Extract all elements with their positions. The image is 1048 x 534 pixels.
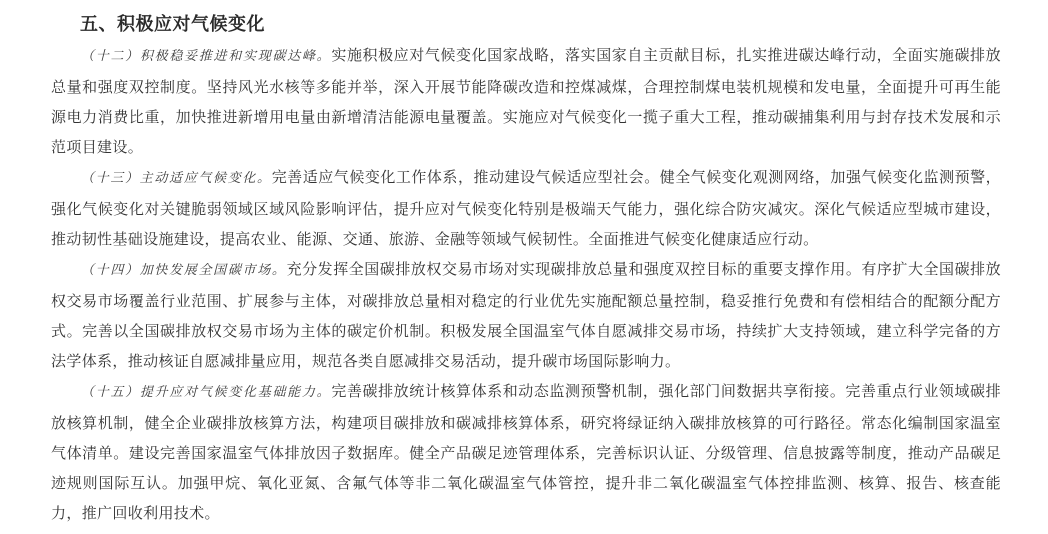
paragraph-13 [51,162,1001,254]
document-body [51,0,1001,528]
paragraph-15 [51,376,1001,528]
paragraph-14 [51,254,1001,376]
paragraph-text: 完善碳排放统计核算体系和动态监测预警机制，强化部门间数据共享衔接。完善重点行业领域碳排放核算机制，健全企业碳排放核算方法，构建项目碳排放和碳减排核算体系，研究将绿证纳入碳排放核算的可行路径。常态化编制国家温室气体清单。建设完善国家温室气体排放因子数据库。健全产品碳足迹管理体系，完善标识认证、分级管理、信息披露等制度，推动产品碳足迹规则国际互认。加强甲烷、氧化亚氮、含氟气体等非二氧化碳温室气体管控，提升非二氧化碳温室气体控排监测、核算、报告、核查能力，推广回收利用技术。 [51,382,1001,522]
paragraph-12 [51,40,1001,162]
paragraph-lead: （十三）主动适应气候变化。 [81,171,272,186]
paragraph-text: 完善适应气候变化工作体系，推动建设气候适应型社会。健全气候变化观测网络，加强气候变化监测预警，强化气候变化对关键脆弱领域区域风险影响评估，提升应对气候变化特别是极端天气能力，强化综合防灾减灾。深化气候适应型城市建设，推动韧性基础设施建设，提高农业、能源、交通、旅游、金融等领域气候韧性。全面推进气候变化健康适应行动。 [51,168,1001,248]
paragraph-lead: （十四）加快发展全国碳市场。 [81,263,287,278]
section-heading: 五、积极应对气候变化 [80,14,265,35]
paragraph-text: 充分发挥全国碳排放权交易市场对实现碳排放总量和强度双控目标的重要支撑作用。有序扩大全国碳排放权交易市场覆盖行业范围、扩展参与主体，对碳排放总量相对稳定的行业优先实施配额总量控制，稳妥推行免费和有偿相结合的配额分配方式。完善以全国碳排放权交易市场为主体的碳定价机制。积极发展全国温室气体自愿减排交易市场，持续扩大支持领域，建立科学完备的方法学体系，推动核证自愿减排量应用，规范各类自愿减排交易活动，提升碳市场国际影响力。 [51,260,1001,370]
paragraph-lead: （十二）积极稳妥推进和实现碳达峰。 [81,49,332,64]
paragraph-lead: （十五）提升应对气候变化基础能力。 [81,385,332,400]
paragraph-text: 实施积极应对气候变化国家战略，落实国家自主贡献目标，扎实推进碳达峰行动，全面实施碳排放总量和强度双控制度。坚持风光水核等多能并举，深入开展节能降碳改造和控煤减煤，合理控制煤电装机规模和发电量，全面提升可再生能源电力消费比重，加快推进新增用电量由新增清洁能源电量覆盖。实施应对气候变化一揽子重大工程，推动碳捕集利用与封存技术发展和示范项目建设。 [51,46,1001,156]
